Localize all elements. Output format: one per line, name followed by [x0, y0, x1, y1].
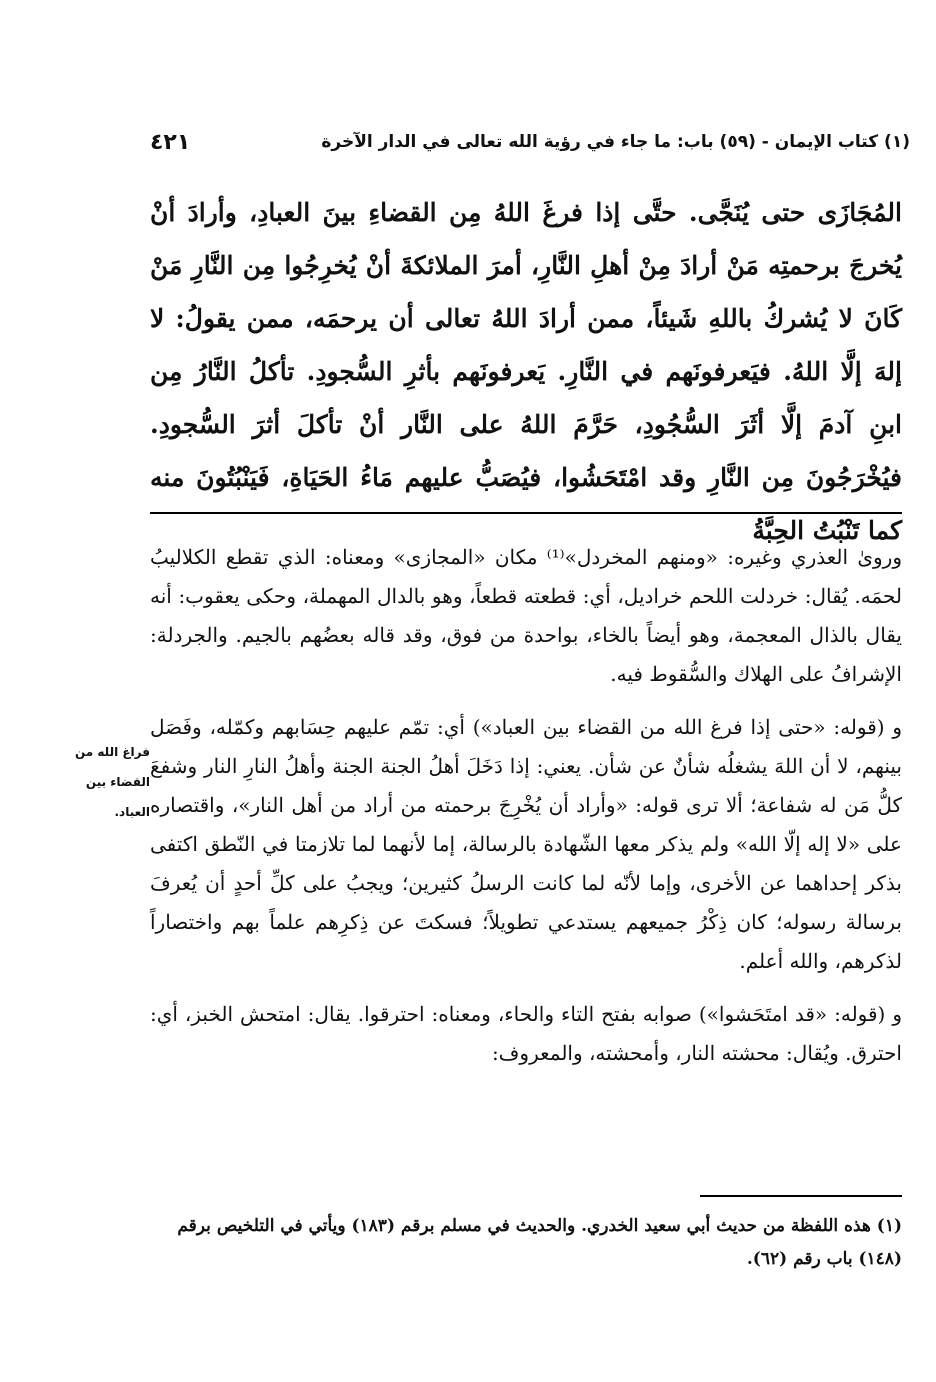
hadith-paragraph: المُجَازَى حتى يُنَجَّى. حتَّى إذا فرغَ اللهُ مِن القضاءِ بينَ العبادِ، وأرادَ أنْ يُخرجَ برحمتِه مَنْ أرادَ مِنْ أهلِ النَّارِ، أمرَ الملائكةَ أنْ يُخرِجُوا مِن النَّارِ مَنْ كَانَ لا يُشركُ باللهِ شَيئاً، ممن أرادَ اللهُ تعالى أن يرحمَه، ممن يقولُ: لا إلهَ إلَّا اللهُ. فيَعرفونَهم في النَّارِ. يَعرفونَهم بأثرِ السُّجودِ. تأكلُ النَّارُ مِن ابنِ آدمَ إلَّا أثَرَ السُّجُودِ، حَرَّمَ اللهُ على النَّار أنْ تأكلَ أثرَ السُّجودِ. فيُخْرَجُونَ مِن النَّارِ وقد امْتَحَشُوا، فيُصَبُّ عليهم مَاءُ الحَيَاةِ، فَيَنْبُتُونَ منه كما تَنْبُتُ الحِبَّةُ [150, 198, 902, 545]
commentary-paragraph-2: و (قوله: «حتى إذا فرغ الله من القضاء بين العباد») أي: تمّم عليهم حِسَابهم وكمّله، وفَصَل بينهم، لا أن اللهَ يشغلُه شأنٌ عن شأن. يعني: إذا دَخَلَ أهلُ الجنة الجنة وأهلُ النارِ النار وشفعَ كلُّ مَن له شفاعة؛ ألا ترى قوله: «وأراد أن يُخْرِجَ برحمته من أراد من أهل النار»، واقتصاره على «لا إله إلّا الله» ولم يذكر معها الشّهادة بالرسالة، إما لأنهما لما تلازمتا في النّطق اكتفى بذكر إحداهما عن الأخرى، وإما لأنّه لما كانت الرسلُ كثيرين؛ ويجبُ على كلِّ أحدٍ أن يُعرفَ برسالة رسوله؛ كان ذِكْرُ جميعهم يستدعي تطويلاً؛ فسكتَ عن ذِكرِهم علماً بهم واختصاراً لذكرهم، والله أعلم. [150, 715, 902, 973]
footnote: (١) هذه اللفظة من حديث أبي سعيد الخدري. والحديث في مسلم برقم (١٨٣) ويأتي في التلخيص برقم (١٤٨) باب رقم (٦٢). [177, 1216, 902, 1269]
commentary-section [150, 538, 902, 1087]
footnote-divider [700, 1195, 902, 1197]
header-title: (١) كتاب الإيمان - (٥٩) باب: ما جاء في رؤية الله تعالى في الدار الآخرة [321, 132, 910, 152]
commentary-paragraph-3: و (قوله: «قد امتَحَشوا») صوابه بفتح التاء والحاء، ومعناه: احترقوا. يقال: امتحش الخبز، أي: احترق. ويُقال: محشته النار، وأمحشته، والمعروف: [150, 1002, 902, 1065]
margin-note: فراغ الله من القضاء بين العباد. [74, 745, 150, 819]
hadith-text [150, 186, 902, 557]
section-divider [150, 512, 902, 514]
page-number: ٤٢١ [150, 129, 191, 155]
running-header [150, 124, 910, 160]
commentary-paragraph-1: ورویٰ العذري وغيره: «ومنهم المخردل»⁽¹⁾ مكان «المجازى» ومعناه: الذي تقطع الكلاليبُ لحمَه. يُقال: خردلت اللحم خراديل، أي: قطعته قطعاً، وهو بالدال المهملة، وحكى يعقوب: أنه يقال بالذال المعجمة، وهو أيضاً بالخاء، بواحدة من فوق، وقد قاله بعضُهم بالجيم. والجردلة: الإشرافُ على الهلاك والسُّقوط فيه. [150, 545, 902, 686]
